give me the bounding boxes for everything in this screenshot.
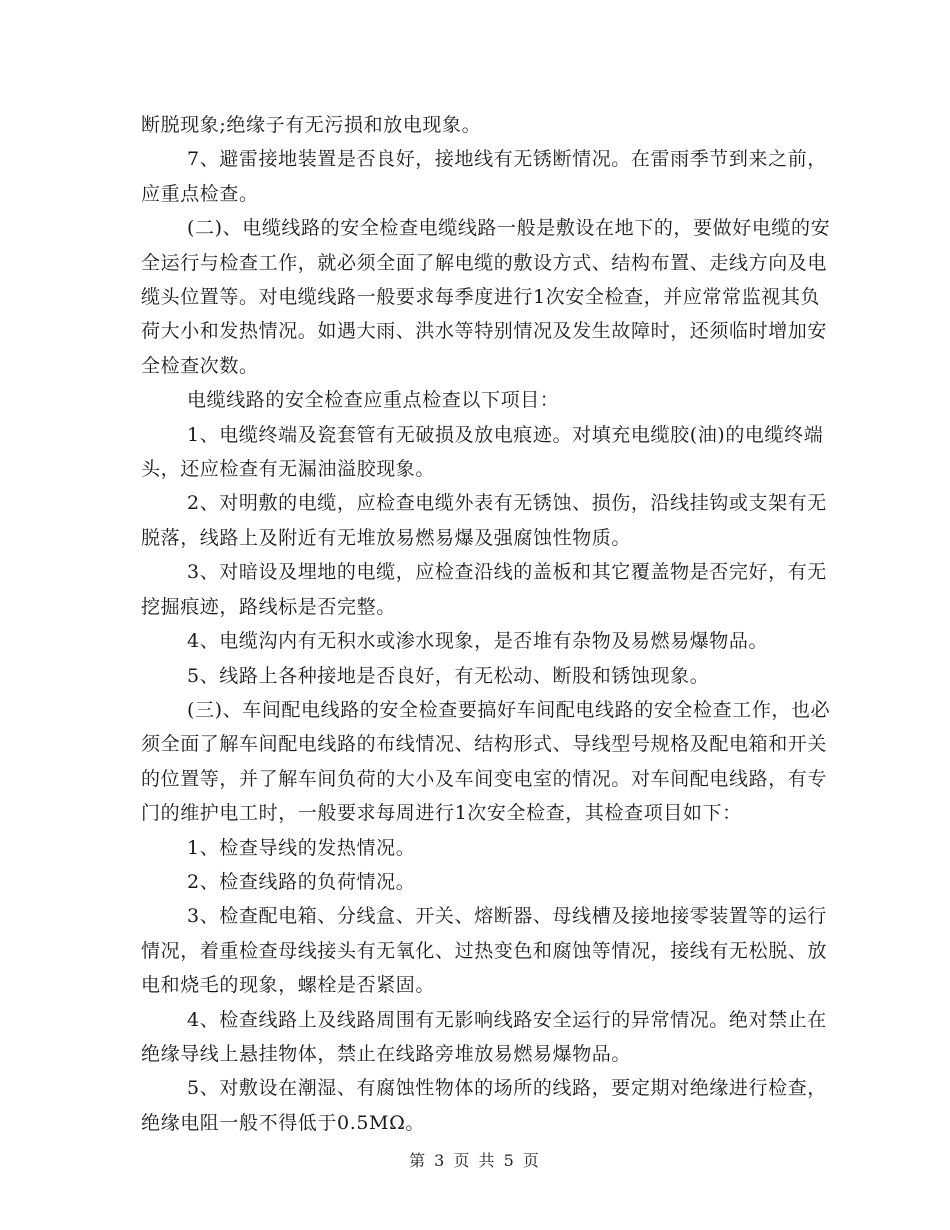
page-number-footer: 第 3 页 共 5 页 xyxy=(409,1151,541,1170)
paragraph: 7、避雷接地装置是否良好，接地线有无锈断情况。在雷雨季节到来之前，应重点检查。 xyxy=(141,148,827,205)
paragraph: 3、对暗设及埋地的电缆，应检查沿线的盖板和其它覆盖物是否完好，有无挖掘痕迹，路线标是否完整。 xyxy=(141,561,827,618)
paragraph: 1、电缆终端及瓷套管有无破损及放电痕迹。对填充电缆胶(油)的电缆终端头，还应检查有无漏油溢胶现象。 xyxy=(141,423,824,481)
paragraph: (三)、车间配电线路的安全检查要搞好车间配电线路的安全检查工作，也必须全面了解车间配电线路的布线情况、结构形式、导线型号规格及配电箱和开关的位置等，并了解车间负荷的大小及车间变电室的情况。对车间配电线路，有专门的维护电工时，一般要求每周进行1次安全检查，其检查项目如下： xyxy=(141,698,831,825)
paragraph: 3、检查配电箱、分线盒、开关、熔断器、母线槽及接地接零装置等的运行情况，着重检查母线接头有无氧化、过热变色和腐蚀等情况，接线有无松脱、放电和烧毛的现象，螺栓是否紧固。 xyxy=(141,905,828,997)
paragraph: 电缆线路的安全检查应重点检查以下项目： xyxy=(187,389,560,412)
paragraph: 5、对敷设在潮湿、有腐蚀性物体的场所的线路，要定期对绝缘进行检查，绝缘电阻一般不得低于0.5MΩ。 xyxy=(141,1077,827,1134)
paragraph: 2、对明敷的电缆，应检查电缆外表有无锈蚀、损伤，沿线挂钩或支架有无脱落，线路上及附近有无堆放易燃易爆及强腐蚀性物质。 xyxy=(141,492,827,549)
paragraph: 4、检查线路上及线路周围有无影响线路安全运行的异常情况。绝对禁止在绝缘导线上悬挂物体，禁止在线路旁堆放易燃易爆物品。 xyxy=(141,1008,827,1065)
paragraph: 1、检查导线的发热情况。 xyxy=(187,836,416,859)
paragraph: 5、线路上各种接地是否良好，有无松动、断股和锈蚀现象。 xyxy=(187,664,710,687)
paragraph: 2、检查线路的负荷情况。 xyxy=(187,870,416,893)
document-body xyxy=(141,108,831,1140)
paragraph: 断脱现象;绝缘子有无污损和放电现象。 xyxy=(141,114,482,136)
paragraph: 4、电缆沟内有无积水或渗水现象，是否堆有杂物及易燃易爆物品。 xyxy=(187,630,769,653)
paragraph: (二)、电缆线路的安全检查电缆线路一般是敷设在地下的，要做好电缆的安全运行与检查工作，就必须全面了解电缆的敷设方式、结构布置、走线方向及电缆头位置等。对电缆线路一般要求每季度进行1次安全检查，并应常常监视其负荷大小和发热情况。如遇大雨、洪水等特别情况及发生故障时，还须临时增加安全检查次数。 xyxy=(141,217,831,377)
